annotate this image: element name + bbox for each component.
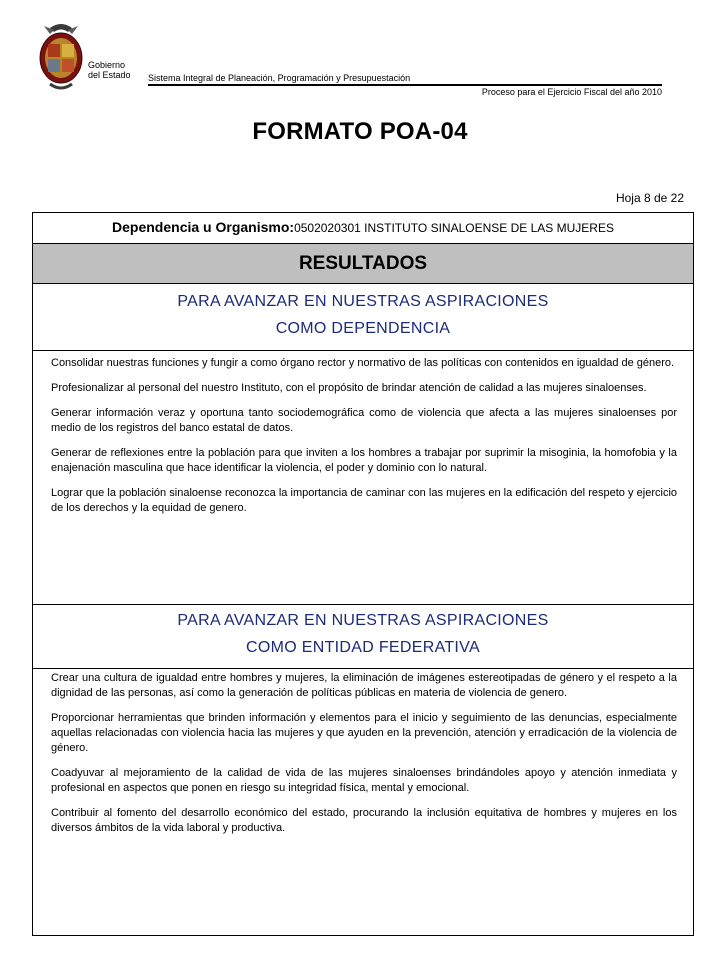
paragraph: Generar de reflexiones entre la población para que inviten a los hombres a trabajar por suprimir la misoginia, la homofobia y la enajenación masculina que hace identificar la violencia, el poder y dominio con lo natural. [51, 447, 677, 474]
dependency-value: 0502020301 INSTITUTO SINALOENSE DE LAS MUJERES [294, 221, 614, 235]
sheet-number: Hoja 8 de 22 [615, 191, 684, 205]
paragraph: Generar información veraz y oportuna tanto sociodemográfica como de violencia que afecta a las mujeres sinaloenses por medio de los registros del banco estatal de datos. [51, 407, 677, 434]
dependency-row [33, 213, 693, 244]
page-title: FORMATO POA-04 [252, 118, 468, 145]
dependency-label: Dependencia u Organismo: [112, 219, 295, 235]
results-form [32, 212, 694, 936]
paragraph: Coadyuvar al mejoramiento de la calidad de vida de las mujeres sinaloenses brindándoles apoyo y atención inmediata y profesional en aspectos que ponen en riesgo su integridad física, mental y emocional. [51, 767, 677, 794]
paragraph: Contribuir al fomento del desarrollo económico del estado, procurando la inclusión equitativa de hombres y mujeres en los diversos ámbitos de la vida laboral y productiva. [51, 807, 677, 834]
header-divider [148, 84, 662, 86]
government-label: Gobierno del Estado [88, 60, 131, 80]
section-heading-federal-entity: PARA AVANZAR EN NUESTRAS ASPIRACIONES COMO ENTIDAD FEDERATIVA [33, 605, 693, 669]
paragraph: Lograr que la población sinaloense reconozca la importancia de caminar con las mujeres en la edificación del respeto y ejercicio de los derechos y la equidad de genero. [51, 487, 677, 514]
section-text-dependency [33, 351, 693, 605]
section-heading-dependency: PARA AVANZAR EN NUESTRAS ASPIRACIONES COMO DEPENDENCIA [33, 284, 693, 351]
paragraph: Proporcionar herramientas que brinden información y elementos para el inicio y seguimiento de las denuncias, especialmente aquellas relacionadas con violencia hacia las mujeres y que ayuden en la prevención, atención y erradicación de la violencia de género. [51, 712, 677, 754]
document-header [0, 0, 720, 110]
state-coat-of-arms-icon [36, 18, 86, 94]
fiscal-process-label: Proceso para el Ejercicio Fiscal del año 2010 [481, 87, 662, 97]
section-text-federal-entity [33, 669, 693, 836]
paragraph: Profesionalizar al personal del nuestro Instituto, con el propósito de brindar atención de calidad a las mujeres sinaloenses. [51, 382, 647, 394]
paragraph: Consolidar nuestras funciones y fungir a como órgano rector y normativo de las políticas con contenidos en igualdad de género. [51, 357, 675, 369]
results-heading: RESULTADOS [33, 244, 693, 284]
system-name: Sistema Integral de Planeación, Programación y Presupuestación [148, 73, 411, 83]
paragraph: Crear una cultura de igualdad entre hombres y mujeres, la eliminación de imágenes estereotipadas de género y el respeto a la dignidad de las personas, así como la generación de políticas públicas en materia de violencia de genero. [51, 672, 677, 699]
